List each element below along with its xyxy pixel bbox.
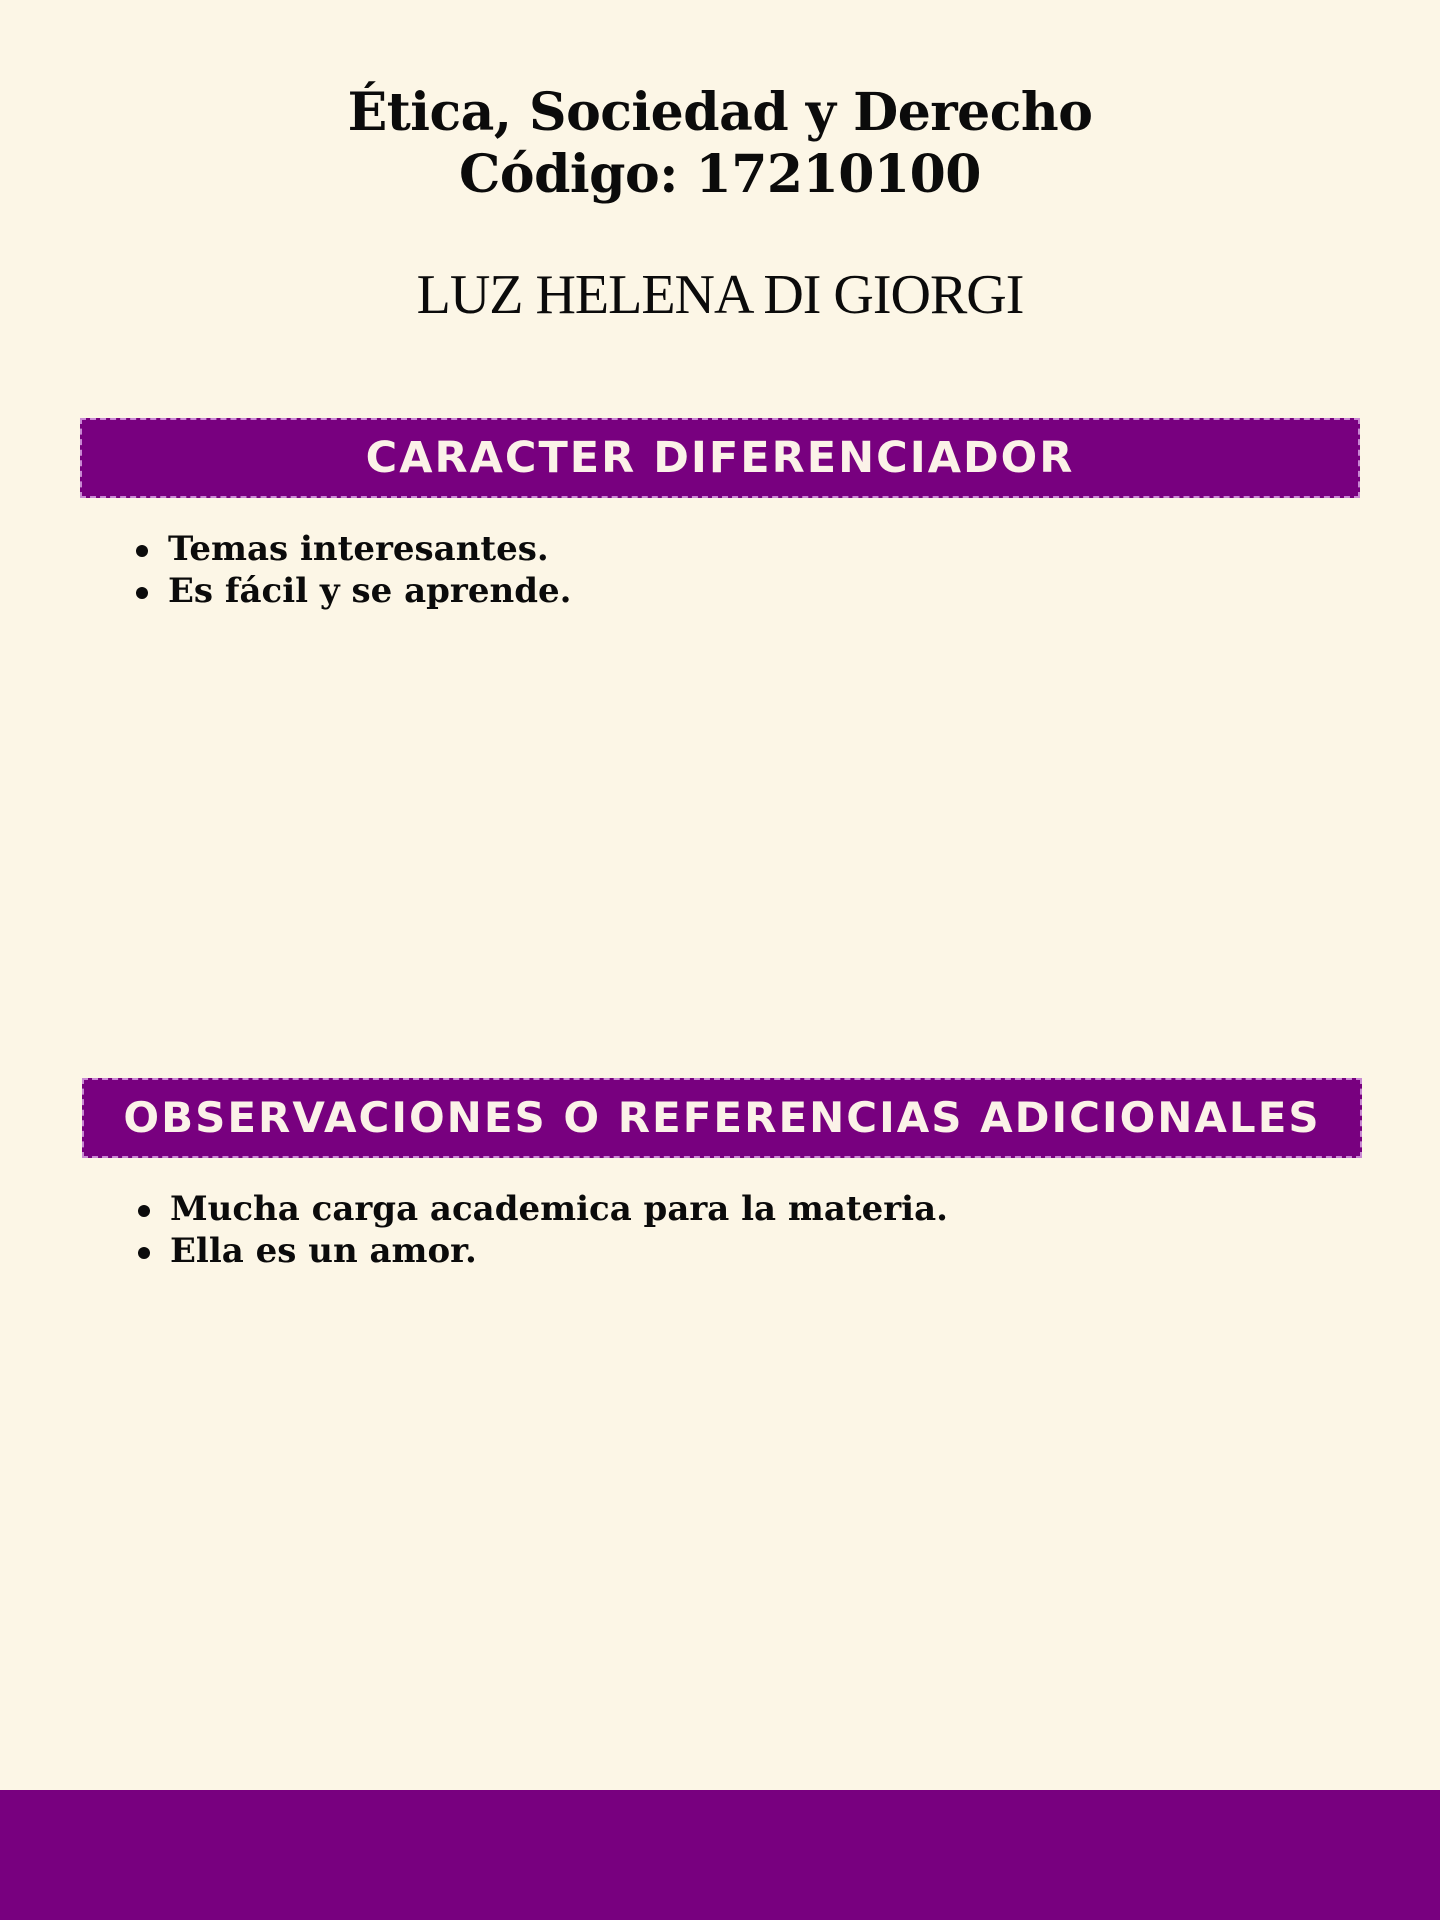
list-item: [136, 1188, 948, 1230]
section-heading: CARACTER DIFERENCIADOR: [365, 433, 1075, 483]
course-title: Ética, Sociedad y Derecho: [347, 82, 1093, 143]
list-item-text: Ella es un amor.: [170, 1231, 477, 1271]
section-heading: OBSERVACIONES O REFERENCIAS ADICIONALES: [123, 1093, 1321, 1142]
bullet-dot-icon: [136, 545, 148, 557]
course-header: [0, 82, 1440, 206]
caracter-diferenciador-list: [134, 528, 571, 612]
footer-bar: [0, 1790, 1440, 1920]
section-banner-observaciones: [82, 1078, 1362, 1158]
list-item: [136, 1230, 948, 1272]
observaciones-list: [136, 1188, 948, 1272]
professor-name: LUZ HELENA DI GIORGI: [416, 264, 1024, 326]
list-item: [134, 570, 571, 612]
bullet-dot-icon: [138, 1205, 150, 1217]
list-item-text: Temas interesantes.: [168, 529, 549, 569]
course-code: Código: 17210100: [459, 144, 981, 205]
list-item-text: Mucha carga academica para la materia.: [170, 1189, 948, 1229]
list-item: [134, 528, 571, 570]
list-item-text: Es fácil y se aprende.: [168, 571, 572, 611]
bullet-dot-icon: [138, 1247, 150, 1259]
bullet-dot-icon: [136, 587, 148, 599]
section-banner-caracter-diferenciador: [80, 418, 1360, 498]
